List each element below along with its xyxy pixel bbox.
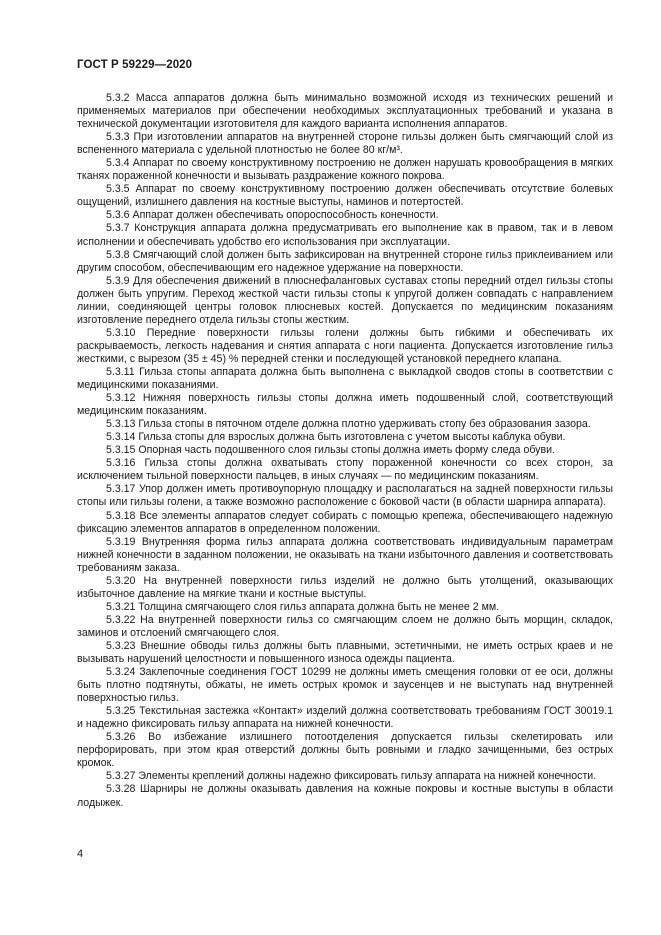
paragraph-5-3-24: 5.3.24 Заклепочные соединения ГОСТ 10299 не должны иметь смещения головки от ее оси, должны быть плотно подтянуты, обжаты, не иметь острых кромок и заусенцев и не выступать над внутренней поверхностью гильз.: [77, 666, 613, 705]
paragraph-5-3-23: 5.3.23 Внешние обводы гильз должны быть плавными, эстетичными, не иметь острых краев и не вызывать нарушений целостности и повышенного износа одежды пациента.: [77, 639, 613, 666]
paragraph-5-3-7: 5.3.7 Конструкция аппарата должна предусматривать его выполнение как в правом, так и в левом исполнении и обеспечивать удобство его использования при эксплуатации.: [77, 222, 613, 248]
paragraph-5-3-12: 5.3.12 Нижняя поверхность гильзы стопы должна иметь подошвенный слой, соответствующий медицинским показаниям.: [77, 392, 613, 418]
page-number: 4: [77, 848, 84, 860]
paragraph-5-3-26: 5.3.26 Во избежание излишнего потоотделения допускается гильзы скелетировать или перфорировать, при этом края отверстий должны быть ровными и гладко зачищенными, без острых кромок.: [77, 731, 613, 770]
document-header: ГОСТ Р 59229—2020: [77, 59, 193, 71]
paragraph-5-3-17: 5.3.17 Упор должен иметь противоупорную площадку и располагаться на задней поверхности гильзы стопы или гильзы голени, а также возможно расположение с боковой части (в области шарнира аппарата).: [77, 483, 613, 509]
paragraph-5-3-8: 5.3.8 Смягчающий слой должен быть зафиксирован на внутренней стороне гильз приклеиванием или другим способом, обеспечивающим его надежное удержание на поверхности.: [77, 248, 613, 274]
paragraph-5-3-11: 5.3.11 Гильза стопы аппарата должна быть выполнена с выкладкой сводов стопы в соответствии с медицинскими показаниями.: [77, 365, 613, 392]
paragraph-5-3-19: 5.3.19 Внутренняя форма гильз аппарата должна соответствовать индивидуальным параметрам нижней конечности в заданном положении, не оказывать на ткани избыточного давления и соответствовать требованиям заказа.: [77, 535, 613, 574]
paragraph-5-3-4: 5.3.4 Аппарат по своему конструктивному построению не должен нарушать кровообращения в мягких тканях пораженной конечности и вызывать раздражение кожного покрова.: [77, 157, 613, 183]
paragraph-5-3-13: 5.3.13 Гильза стопы в пяточном отделе должна плотно удерживать стопу без образования зазора.: [106, 418, 591, 431]
paragraph-5-3-27: 5.3.27 Элементы креплений должны надежно фиксировать гильзу аппарата на нижней конечности.: [106, 770, 597, 783]
paragraph-5-3-16: 5.3.16 Гильза стопы должна охватывать стопу пораженной конечности со всех сторон, за исключением тыльной поверхности пальцев, в иных случаях — по медицинским показаниям.: [77, 457, 613, 483]
paragraph-5-3-10: 5.3.10 Передние поверхности гильзы голени должны быть гибкими и обеспечивать их раскрываемость, легкость надевания и снятия аппарата с ноги пациента. Допускается изготовление гильз жесткими, с вырезом (35 ± 45) % передней стенки и последующей установкой переднего клапана.: [77, 326, 613, 365]
paragraph-5-3-20: 5.3.20 На внутренней поверхности гильз изделий не должно быть утолщений, оказывающих избыточное давление на мягкие ткани и костные выступы.: [77, 574, 613, 600]
paragraph-5-3-22: 5.3.22 На внутренней поверхности гильз со смягчающим слоем не должно быть морщин, складок, заминов и отслоений смягчающего слоя.: [77, 613, 613, 639]
paragraph-5-3-28: 5.3.28 Шарниры не должны оказывать давления на кожные покровы и костные выступы в области лодыжек.: [77, 783, 613, 809]
paragraph-5-3-3: 5.3.3 При изготовлении аппаратов на внутренней стороне гильзы должен быть смягчающий слой из вспененного материала с удельной плотностью не более 80 кг/м³.: [77, 131, 613, 157]
paragraph-5-3-5: 5.3.5 Аппарат по своему конструктивному построению должен обеспечивать отсутствие болевых ощущений, излишнего давления на костные выступы, наминов и потертостей.: [77, 183, 613, 209]
paragraph-5-3-18: 5.3.18 Все элементы аппаратов следует собирать с помощью крепежа, обеспечивающего надежную фиксацию элементов аппаратов в определенном положении.: [77, 509, 613, 535]
paragraph-5-3-2: 5.3.2 Масса аппаратов должна быть минимально возможной исходя из технических решений и применяемых материалов при обеспечении необходимых эксплуатационных требований и указана в технической документации изготовителя для каждого варианта исполнения аппаратов.: [77, 92, 613, 131]
paragraph-5-3-9: 5.3.9 Для обеспечения движений в плюснефаланговых суставах стопы передний отдел гильзы стопы должен быть упругим. Переход жесткой части гильзы стопы к упругой должен совпадать с направлением линии, соединяющей центры головок плюсневых костей. Допускается по медицинским показаниям изготовление переднего отдела гильзы стопы жестким.: [77, 274, 613, 326]
paragraph-5-3-21: 5.3.21 Толщина смягчающего слоя гильз аппарата должна быть не менее 2 мм.: [106, 600, 500, 613]
paragraph-5-3-6: 5.3.6 Аппарат должен обеспечивать опороспособность конечности.: [106, 209, 439, 222]
paragraph-5-3-14: 5.3.14 Гильза стопы для взрослых должна быть изготовлена с учетом высоты каблука обуви.: [106, 431, 566, 444]
paragraph-5-3-25: 5.3.25 Текстильная застежка «Контакт» изделий должна соответствовать требованиям ГОСТ 30019.1 и надежно фиксировать гильзу аппарата на нижней конечности.: [77, 705, 613, 731]
document-body: [77, 92, 613, 810]
paragraph-5-3-15: 5.3.15 Опорная часть подошвенного слоя гильзы стопы должна иметь форму следа обуви.: [106, 444, 555, 457]
